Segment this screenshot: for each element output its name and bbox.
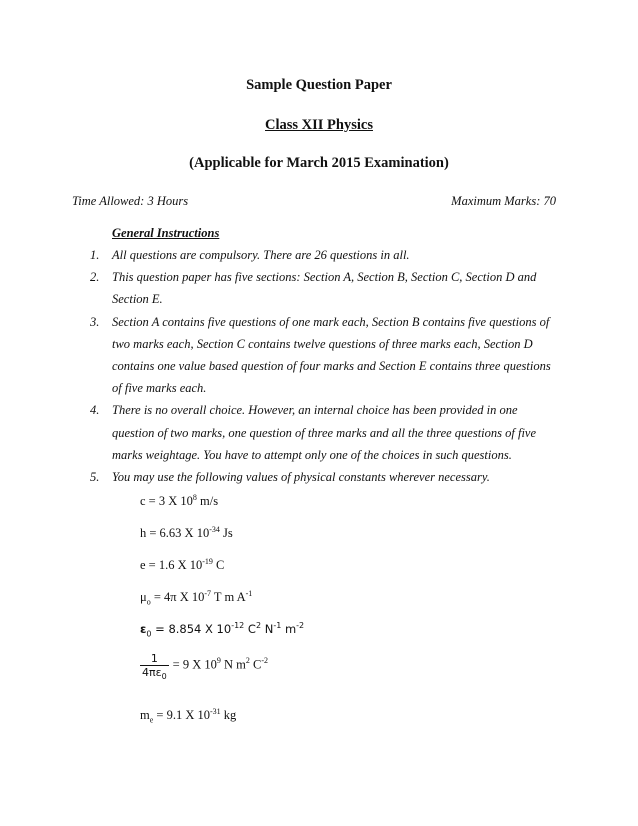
instructions-heading: General Instructions [112,226,220,240]
instructions-list [82,244,562,488]
instruction-text: There is no overall choice. However, an internal choice has been provided in one question of two marks, one question of three marks and all the three questions of five marks weightage. You have to attempt only one of the choices in such questions. [112,403,537,462]
constant-coulomb: $\frac{1}{4\pi\varepsilon_0}$ = 9 X $10^9$ N $m^2$ $C^{-2}$ [142,652,269,682]
page-title: Sample Question Paper [246,77,392,93]
instruction-item [82,466,562,488]
constant-speed-of-light: c = 3 X $10^8$ m/s [140,492,219,508]
coulomb-fraction: $\frac{1}{4\pi\varepsilon_0}$ [142,652,167,682]
instruction-number: 3. [90,314,100,329]
constant-permittivity: $\varepsilon_0 = 8.854$ X $10^{-12}$ $C^2$ $N^{-1}$ $m^{-2}$ [140,621,305,639]
instruction-text: All questions are compulsory. There are 26 questions in all. [112,248,410,262]
instruction-item [82,399,562,466]
constant-planck: h = 6.63 X $10^{-34}$ Js [140,524,233,540]
instruction-item [82,311,562,400]
constant-electron-mass: $m_e = 9.1$ X $10^{-31}$ kg [140,706,237,725]
instruction-text: You may use the following values of physical constants wherever necessary. [112,470,490,485]
constant-electron-charge: e = 1.6 X $10^{-19}$ C [140,556,225,572]
instruction-item [82,244,562,266]
instruction-text: Section A contains five questions of one mark each, Section B contains five questions of two marks each, Section C contains twelve questions of three marks each, Section D contains one value based question of four marks and Section E contains three questions of five marks each. [112,314,551,396]
time-allowed: Time Allowed: 3 Hours [72,194,189,208]
instruction-number: 1. [90,248,100,262]
instruction-item [82,266,562,310]
applicability-note: (Applicable for March 2015 Examination) [189,155,449,171]
constant-permeability: $\mu_o = 4\pi$ X $10^{-7}$ T m $A^{-1}$ [140,588,253,607]
instruction-number: 2. [90,270,100,285]
subject-title: Class XII Physics [265,117,373,133]
instruction-text: This question paper has five sections: Section A, Section B, Section C, Section D and Section E. [112,270,537,307]
instruction-number: 5. [90,470,100,485]
instruction-number: 4. [90,403,100,418]
maximum-marks: Maximum Marks: 70 [451,194,556,208]
